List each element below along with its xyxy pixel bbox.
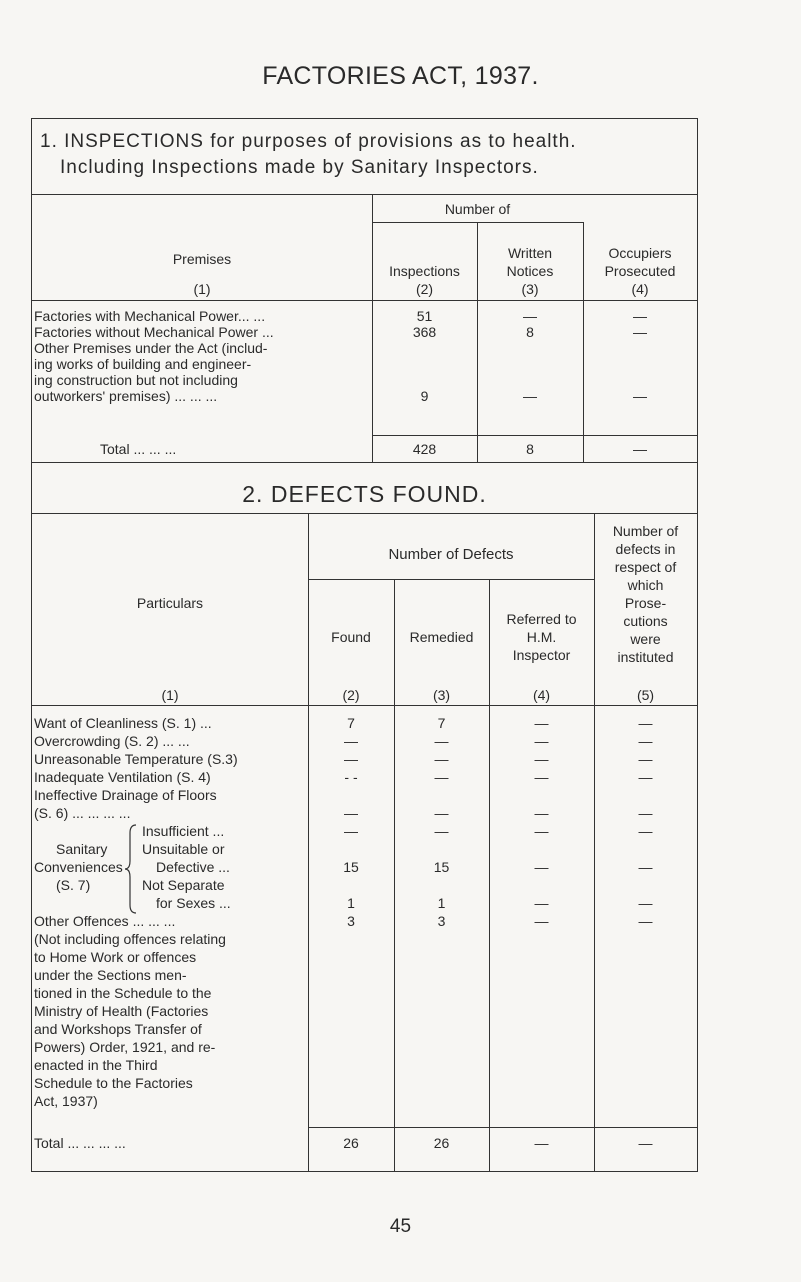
note-line: under the Sections men- bbox=[34, 967, 187, 983]
divider bbox=[372, 435, 697, 436]
divider bbox=[594, 513, 595, 1171]
table-row-label: Other Offences ... ... ... bbox=[34, 913, 176, 929]
referred-value: — bbox=[534, 859, 549, 875]
table-row-label: Want of Cleanliness (S. 1) ... bbox=[34, 715, 212, 731]
table-row-label: (S. 6) ... ... ... ... bbox=[34, 805, 131, 821]
prosecutions-value: — bbox=[638, 733, 653, 749]
table-row-label: Inadequate Ventilation (S. 4) bbox=[34, 769, 211, 785]
written-header-2: Notices bbox=[506, 263, 554, 279]
divider bbox=[32, 462, 697, 463]
note-line: (Not including offences relating bbox=[34, 931, 226, 947]
note-line: Schedule to the Factories bbox=[34, 1075, 193, 1091]
table-row-label: outworkers' premises) ... ... ... bbox=[34, 388, 218, 404]
prosecutions-header-5: Prose- bbox=[624, 595, 667, 611]
page-title: FACTORIES ACT, 1937. bbox=[262, 62, 539, 90]
number-of-defects-header: Number of Defects bbox=[388, 546, 514, 563]
table-row-label: Defective ... bbox=[156, 859, 230, 875]
particulars-col-num: (1) bbox=[161, 687, 179, 703]
section1-subheading: Including Inspections made by Sanitary Inspectors. bbox=[60, 157, 539, 178]
remedied-col-num: (3) bbox=[432, 687, 451, 703]
prosecutions-value: — bbox=[638, 913, 653, 929]
found-value: 7 bbox=[347, 715, 355, 731]
inspections-header: Inspections bbox=[389, 263, 460, 279]
prosecutions-value: — bbox=[638, 805, 653, 821]
occupiers-col-num: (4) bbox=[631, 281, 649, 297]
total-prosecuted: — bbox=[633, 441, 647, 457]
note-line: Ministry of Health (Factories bbox=[34, 1003, 209, 1019]
section2-heading: 2. DEFECTS FOUND. bbox=[242, 481, 487, 507]
divider bbox=[308, 513, 309, 1171]
remedied-value: — bbox=[434, 733, 449, 749]
table-row-label: Other Premises under the Act (includ- bbox=[34, 340, 268, 356]
table-row-label: Overcrowding (S. 2) ... ... bbox=[34, 733, 190, 749]
referred-value: — bbox=[534, 715, 549, 731]
table-row-label: Ineffective Drainage of Floors bbox=[34, 787, 217, 803]
premises-header: Premises bbox=[172, 251, 232, 267]
prosecutions-value: — bbox=[638, 895, 653, 911]
table-row-label: Unreasonable Temperature (S.3) bbox=[34, 751, 238, 767]
table-row-label: for Sexes ... bbox=[156, 895, 231, 911]
table-row-label: Factories with Mechanical Power... ... bbox=[34, 308, 266, 324]
table-row-label: Factories without Mechanical Power ... bbox=[34, 324, 274, 340]
remedied-value: — bbox=[434, 751, 449, 767]
referred-value: — bbox=[534, 769, 549, 785]
remedied-value: 15 bbox=[433, 859, 450, 875]
found-value: 3 bbox=[347, 913, 355, 929]
prosecutions-header-3: respect of bbox=[614, 559, 677, 575]
remedied-value: 3 bbox=[437, 913, 446, 929]
total-found: 26 bbox=[343, 1135, 359, 1151]
total-label: Total ... ... ... bbox=[100, 441, 177, 457]
inspections-value: 9 bbox=[420, 388, 429, 404]
divider bbox=[32, 705, 697, 706]
particulars-header: Particulars bbox=[136, 595, 204, 611]
total-prosecutions: — bbox=[638, 1135, 653, 1151]
found-value: 1 bbox=[347, 895, 355, 911]
prosecutions-header-6: cutions bbox=[623, 613, 668, 629]
note-line: enacted in the Third bbox=[34, 1057, 158, 1073]
prosecutions-header-1: Number of bbox=[612, 523, 679, 539]
total-notices: 8 bbox=[526, 441, 534, 457]
section1-heading: 1. INSPECTIONS for purposes of provisions as to health. bbox=[40, 131, 577, 152]
written-col-num: (3) bbox=[521, 281, 539, 297]
prosecutions-value: — bbox=[638, 769, 653, 785]
prosecuted-value: — bbox=[633, 324, 647, 340]
referred-value: — bbox=[534, 823, 549, 839]
referred-value: — bbox=[534, 913, 549, 929]
page-number: 45 bbox=[389, 1216, 412, 1237]
divider bbox=[308, 1127, 697, 1128]
remedied-header: Remedied bbox=[409, 629, 474, 645]
prosecutions-header-8: instituted bbox=[617, 649, 674, 665]
prosecuted-value: — bbox=[633, 388, 647, 404]
remedied-value: — bbox=[434, 769, 449, 785]
prosecutions-value: — bbox=[638, 715, 653, 731]
occupiers-header-1: Occupiers bbox=[608, 245, 672, 261]
table-row-label: ing construction but not including bbox=[34, 372, 238, 388]
divider bbox=[372, 222, 583, 223]
referred-header-2: H.M. bbox=[526, 629, 557, 645]
table-row-label: ing works of building and engineer- bbox=[34, 356, 252, 372]
prosecutions-value: — bbox=[638, 823, 653, 839]
found-value: — bbox=[344, 733, 358, 749]
prosecutions-value: — bbox=[638, 859, 653, 875]
table-row-label: Unsuitable or bbox=[142, 841, 225, 857]
prosecutions-header-2: defects in bbox=[615, 541, 676, 557]
notices-value: 8 bbox=[526, 324, 534, 340]
found-value: — bbox=[344, 805, 358, 821]
premises-col-num: (1) bbox=[193, 281, 211, 297]
found-value: — bbox=[344, 823, 358, 839]
remedied-value: — bbox=[434, 823, 449, 839]
divider bbox=[32, 513, 697, 514]
found-value: — bbox=[344, 751, 358, 767]
notices-value: — bbox=[523, 308, 537, 324]
table-row-label: Not Separate bbox=[142, 877, 225, 893]
note-line: tioned in the Schedule to the bbox=[34, 985, 212, 1001]
referred-value: — bbox=[534, 805, 549, 821]
written-header-1: Written bbox=[507, 245, 553, 261]
prosecutions-header-7: were bbox=[630, 631, 661, 647]
found-value: 15 bbox=[343, 859, 359, 875]
remedied-value: — bbox=[434, 805, 449, 821]
prosecutions-col-num: (5) bbox=[636, 687, 655, 703]
prosecutions-value: — bbox=[638, 751, 653, 767]
remedied-value: 1 bbox=[437, 895, 446, 911]
total-referred: — bbox=[534, 1135, 549, 1151]
conveniences-label: Conveniences bbox=[34, 859, 123, 875]
divider bbox=[32, 300, 697, 301]
inspections-value: 51 bbox=[416, 308, 433, 324]
found-col-num: (2) bbox=[342, 687, 360, 703]
note-line: Powers) Order, 1921, and re- bbox=[34, 1039, 216, 1055]
divider bbox=[394, 579, 395, 1171]
total-inspections: 428 bbox=[412, 441, 437, 457]
found-header: Found bbox=[331, 629, 371, 645]
divider bbox=[32, 194, 697, 195]
prosecutions-header-4: which bbox=[627, 577, 664, 593]
prosecuted-value: — bbox=[633, 308, 647, 324]
divider bbox=[308, 579, 594, 580]
brace-icon bbox=[124, 823, 138, 915]
inspections-value: 368 bbox=[412, 324, 437, 340]
referred-col-num: (4) bbox=[532, 687, 551, 703]
notices-value: — bbox=[523, 388, 537, 404]
remedied-value: 7 bbox=[437, 715, 446, 731]
referred-value: — bbox=[534, 751, 549, 767]
total-label: Total ... ... ... ... bbox=[34, 1135, 126, 1151]
referred-header-3: Inspector bbox=[512, 647, 571, 663]
sanitary-label: Sanitary bbox=[56, 841, 108, 857]
divider bbox=[489, 579, 490, 1171]
referred-value: — bbox=[534, 895, 549, 911]
occupiers-header-2: Prosecuted bbox=[604, 263, 676, 279]
referred-value: — bbox=[534, 733, 549, 749]
note-line: to Home Work or offences bbox=[34, 949, 197, 965]
total-remedied: 26 bbox=[433, 1135, 450, 1151]
section-ref-label: (S. 7) bbox=[56, 877, 91, 893]
note-line: and Workshops Transfer of bbox=[34, 1021, 202, 1037]
inspections-col-num: (2) bbox=[415, 281, 434, 297]
number-of-header: Number of bbox=[444, 201, 511, 217]
referred-header-1: Referred to bbox=[506, 611, 577, 627]
table-row-label: Insufficient ... bbox=[142, 823, 225, 839]
note-line: Act, 1937) bbox=[34, 1093, 98, 1109]
found-value: - - bbox=[344, 769, 358, 785]
report-frame bbox=[31, 118, 698, 1172]
